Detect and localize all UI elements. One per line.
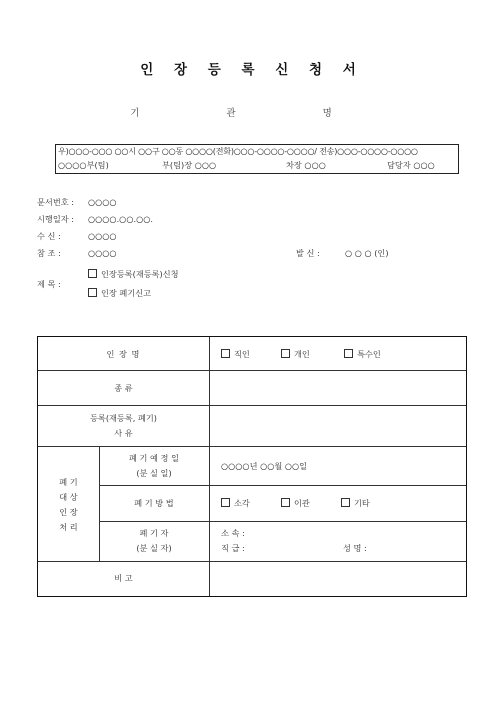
- schedule-label-line2: (분 실 일): [136, 468, 172, 478]
- recipient-label: 수 신 :: [37, 231, 61, 241]
- disposal-label-2: 대 상: [59, 492, 78, 502]
- disposal-label-1: 폐 기: [59, 477, 78, 487]
- deputy-text: 차장 ○○○: [286, 160, 326, 170]
- dept-text: ○○○○부(팀): [58, 160, 109, 170]
- type-label: 종 류: [114, 383, 133, 393]
- doc-number-value: ○○○○: [88, 197, 117, 207]
- remarks-label: 비 고: [114, 573, 133, 583]
- method-option-transfer[interactable]: [281, 498, 310, 509]
- checkbox-icon[interactable]: [88, 288, 97, 297]
- seal-application-table: [37, 336, 467, 597]
- checkbox-icon[interactable]: [281, 349, 290, 358]
- method-option-transfer-label: 이관: [294, 498, 310, 508]
- person-label-line2: (분 실 자): [136, 543, 172, 553]
- recipient-value: ○○○○: [88, 231, 117, 241]
- schedule-label-line1: 폐 기 예 정 일: [129, 453, 179, 463]
- issue-date-value: ○○○○.○○.○○.: [88, 214, 153, 224]
- reference-value: ○○○○: [88, 248, 117, 258]
- schedule-value[interactable]: ○○○○년 ○○월 ○○일: [221, 461, 308, 471]
- staff-text: 담당자 ○○○: [387, 160, 435, 170]
- reference-label: 참 조 :: [37, 248, 61, 258]
- seal-option-personal[interactable]: [281, 349, 310, 360]
- issue-date-label: 시행일자 :: [37, 214, 74, 224]
- method-option-incinerate-label: 소각: [234, 498, 250, 508]
- doc-number-label: 문서번호 :: [37, 197, 74, 207]
- disposal-label-3: 인 장: [59, 507, 78, 517]
- subject-option-register[interactable]: [88, 269, 179, 280]
- checkbox-icon[interactable]: [341, 498, 350, 507]
- checkbox-icon[interactable]: [281, 498, 290, 507]
- person-label-line1: 폐 기 자: [139, 528, 169, 538]
- disposal-label-4: 처 리: [59, 522, 78, 532]
- seal-option-special-label: 특수인: [357, 349, 381, 359]
- seal-option-special[interactable]: [344, 349, 381, 360]
- address-line: 우)○○○-○○○ ○○시 ○○구 ○○동 ○○○○(전화)○○○-○○○○-○○○○/ 전송)○○○-○○○○-○○○○: [58, 146, 418, 156]
- checkbox-icon[interactable]: [88, 269, 97, 278]
- document-title: 인 장 등 록 신 청 서: [140, 62, 364, 78]
- method-option-other-label: 기타: [354, 498, 370, 508]
- subject-option-dispose[interactable]: [88, 288, 151, 299]
- seal-option-personal-label: 개인: [294, 349, 310, 359]
- seal-option-official-label: 직인: [234, 349, 250, 359]
- seal-option-official[interactable]: [221, 349, 250, 360]
- rank-field[interactable]: 직 급 :: [221, 543, 245, 553]
- sender-label: 발 신 :: [296, 248, 320, 258]
- checkbox-icon[interactable]: [344, 349, 353, 358]
- checkbox-icon[interactable]: [221, 498, 230, 507]
- affiliation-field[interactable]: 소 속 :: [221, 528, 245, 538]
- method-option-incinerate[interactable]: [221, 498, 250, 509]
- subject-label: 제 목 :: [37, 279, 61, 289]
- agency-name: 기 관 명: [130, 108, 374, 119]
- subject-option-register-label: 인장등록(재등록)신청: [101, 269, 179, 279]
- checkbox-icon[interactable]: [221, 349, 230, 358]
- reason-label-line2: 사 유: [114, 428, 133, 438]
- sender-value: ○ ○ ○ (인): [345, 248, 389, 258]
- reason-label-line1: 등록(재등록, 폐기): [90, 413, 157, 423]
- seal-name-label: 인 장 명: [106, 349, 141, 359]
- name-field[interactable]: 성 명 :: [343, 543, 367, 553]
- method-option-other[interactable]: [341, 498, 370, 509]
- method-label: 폐 기 방 법: [134, 498, 174, 508]
- subject-option-dispose-label: 인장 폐기신고: [101, 288, 152, 298]
- dept-head-text: 부(팀)장 ○○○: [162, 160, 217, 170]
